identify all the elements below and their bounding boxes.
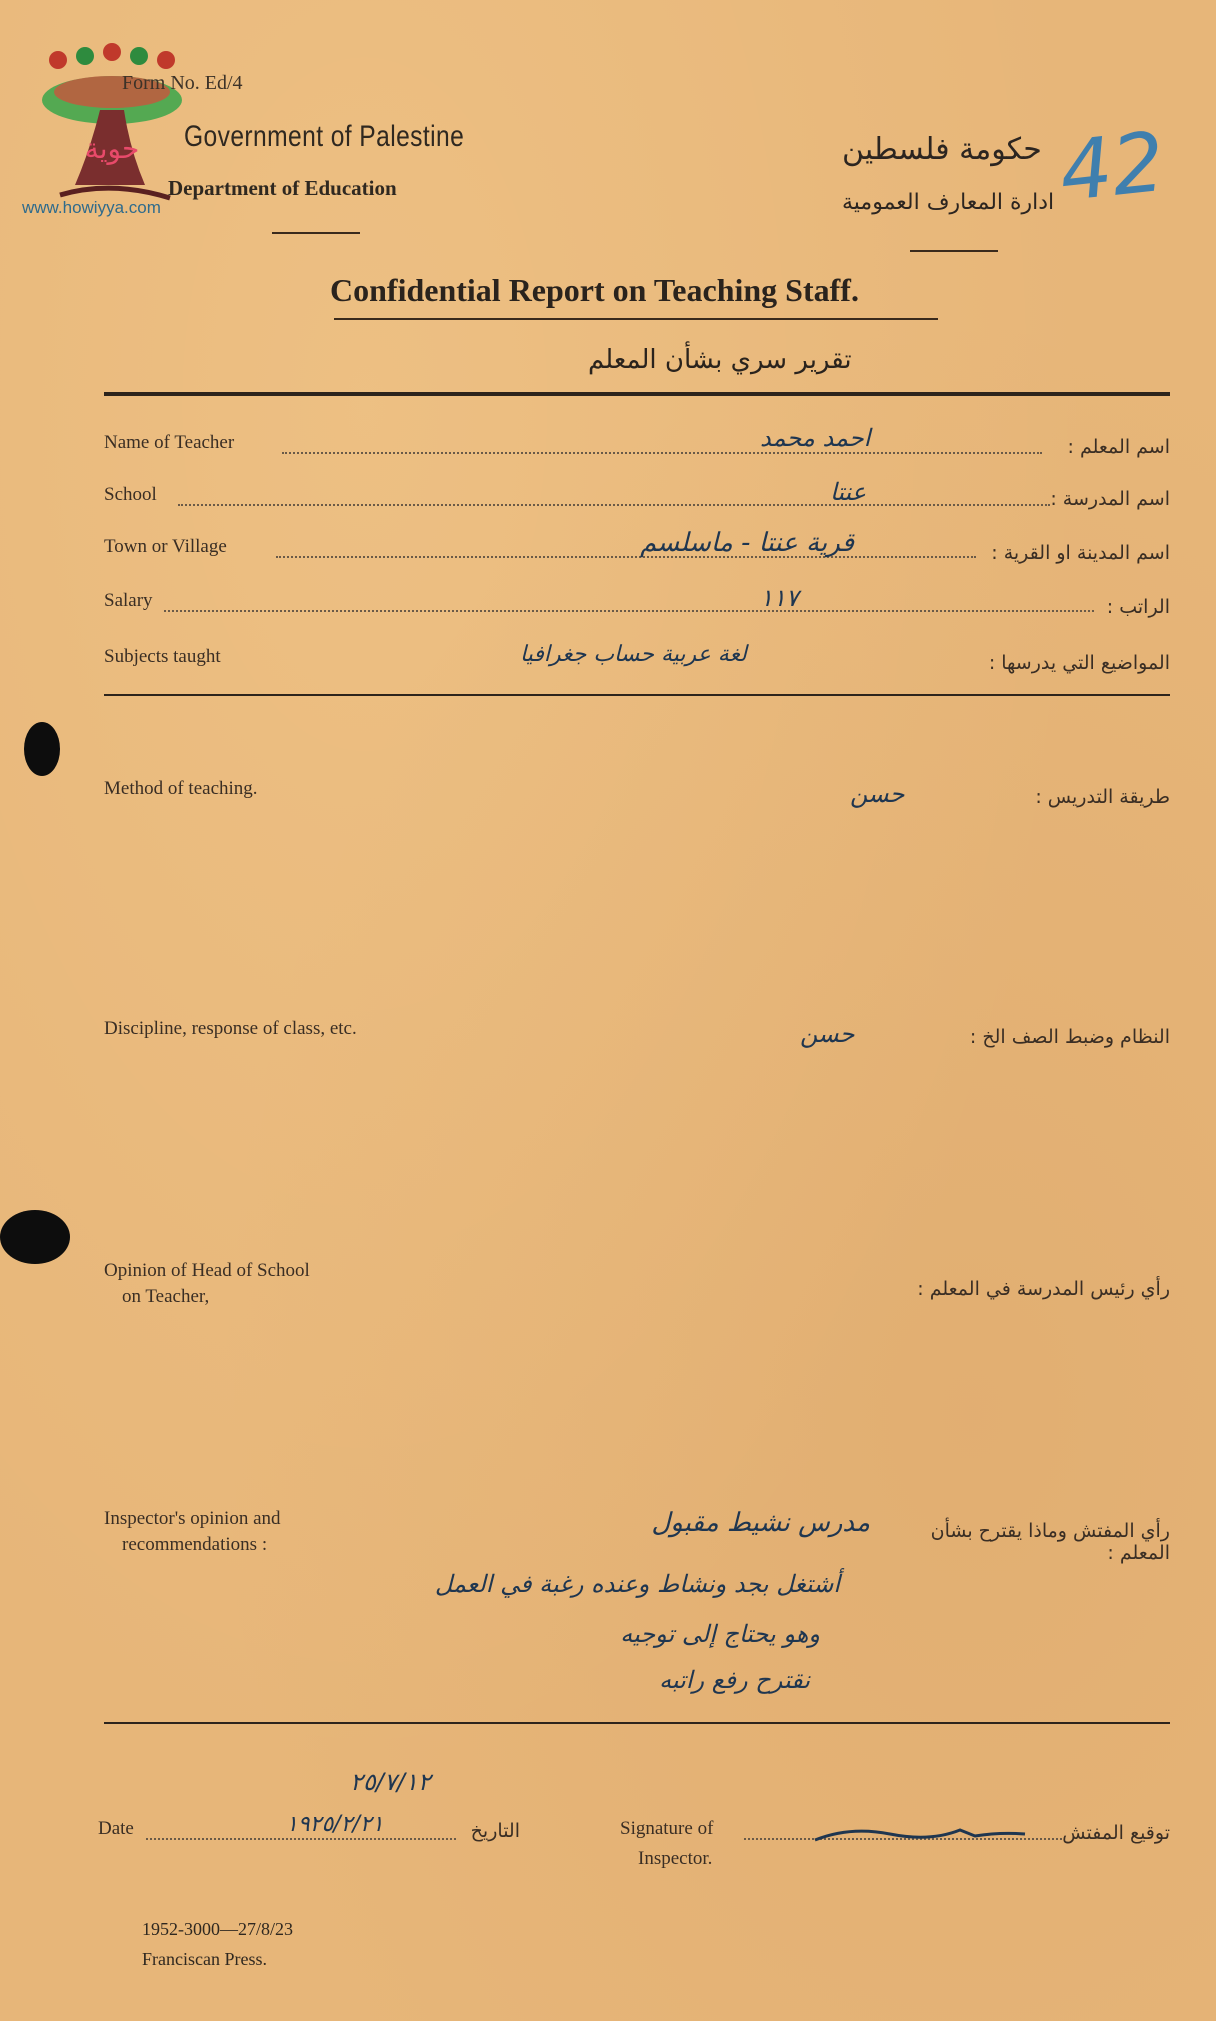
value-date: ١٩٢٥/٢/٢١ [286, 1812, 384, 1837]
date-above: ٢٥/٧/١٢ [350, 1768, 431, 1796]
label-discipline-ar: النظام وضبط الصف الخ : [969, 1026, 1170, 1048]
label-method-en: Method of teaching. [104, 778, 258, 799]
label-inspector-en-2: recommendations : [122, 1534, 268, 1555]
header-rule-left [272, 232, 360, 234]
dotted-line-salary [164, 610, 1094, 612]
section-rule-top [104, 392, 1170, 396]
report-title-ar: تقرير سري بشأن المعلم [588, 345, 852, 375]
logo-text: حوية [84, 132, 140, 165]
value-school: عنتا [830, 478, 867, 506]
label-salary-ar: الراتب : [1106, 596, 1170, 618]
inspector-signature [810, 1820, 1030, 1850]
label-date-ar: التاريخ [470, 1820, 520, 1842]
label-town-ar: اسم المدينة او القرية : [991, 542, 1170, 564]
label-inspector-ar: رأي المفتش وماذا يقترح بشأن المعلم : [930, 1520, 1170, 1564]
department-title-ar: ادارة المعارف العمومية [842, 190, 1055, 215]
value-method: حسن [850, 780, 905, 808]
ink-blot-1 [24, 722, 60, 776]
inspector-line-3: وهو يحتاج إلى توجيه [620, 1620, 820, 1648]
label-town-en: Town or Village [104, 536, 227, 557]
value-name: احمد محمد [760, 424, 871, 452]
report-title-en: Confidential Report on Teaching Staff. [330, 272, 859, 308]
watermark-url: www.howiyya.com [22, 198, 161, 217]
section-rule-fields [104, 694, 1170, 696]
department-title-en: Department of Education [168, 176, 397, 200]
label-head-opinion-en-1: Opinion of Head of School [104, 1260, 310, 1281]
label-salary-en: Salary [104, 590, 153, 611]
government-title-ar: حكومة فلسطين [842, 132, 1042, 167]
title-underline [334, 318, 938, 320]
page-number-stamp: 42 [1055, 114, 1170, 221]
dotted-line-town [276, 556, 976, 558]
label-signature-en-1: Signature of [620, 1818, 714, 1839]
label-school-en: School [104, 484, 157, 505]
header-rule-right [910, 250, 998, 252]
value-subjects: لغة عربية حساب جغرافيا [520, 642, 747, 667]
value-discipline: حسن [800, 1020, 855, 1048]
dotted-line-date [146, 1838, 456, 1840]
dotted-line-name [282, 452, 1042, 454]
ink-blot-2 [0, 1210, 70, 1264]
section-rule-bottom [104, 1722, 1170, 1724]
inspector-line-4: نقترح رفع راتبه [659, 1666, 810, 1694]
print-code: 1952-3000—27/8/23 [142, 1919, 293, 1939]
label-name-ar: اسم المعلم : [1067, 436, 1170, 458]
label-head-opinion-ar: رأي رئيس المدرسة في المعلم : [917, 1278, 1170, 1300]
value-salary: ١١٧ [760, 584, 799, 612]
government-title-en: Government of Palestine [184, 120, 465, 153]
label-head-opinion-en-2: on Teacher, [122, 1286, 210, 1307]
label-subjects-ar: المواضيع التي يدرسها : [988, 652, 1170, 674]
label-signature-en-2: Inspector. [638, 1848, 713, 1869]
value-town: قرية عنتا - ماسلسم [640, 528, 854, 558]
label-date-en: Date [98, 1818, 134, 1839]
label-subjects-en: Subjects taught [104, 646, 221, 667]
label-name-en: Name of Teacher [104, 432, 235, 453]
inspector-line-1: مدرس نشيط مقبول [651, 1508, 870, 1538]
label-school-ar: اسم المدرسة : [1050, 488, 1170, 510]
inspector-line-2: أشتغل بجد ونشاط وعنده رغبة في العمل [434, 1570, 840, 1598]
press-name: Franciscan Press. [142, 1949, 267, 1969]
label-signature-ar: توقيع المفتش [1062, 1822, 1170, 1844]
label-inspector-en-1: Inspector's opinion and [104, 1508, 281, 1529]
form-number: Form No. Ed/4 [122, 72, 243, 94]
dotted-line-school [178, 504, 1050, 506]
label-discipline-en: Discipline, response of class, etc. [104, 1018, 357, 1039]
label-method-ar: طريقة التدريس : [1035, 786, 1170, 808]
